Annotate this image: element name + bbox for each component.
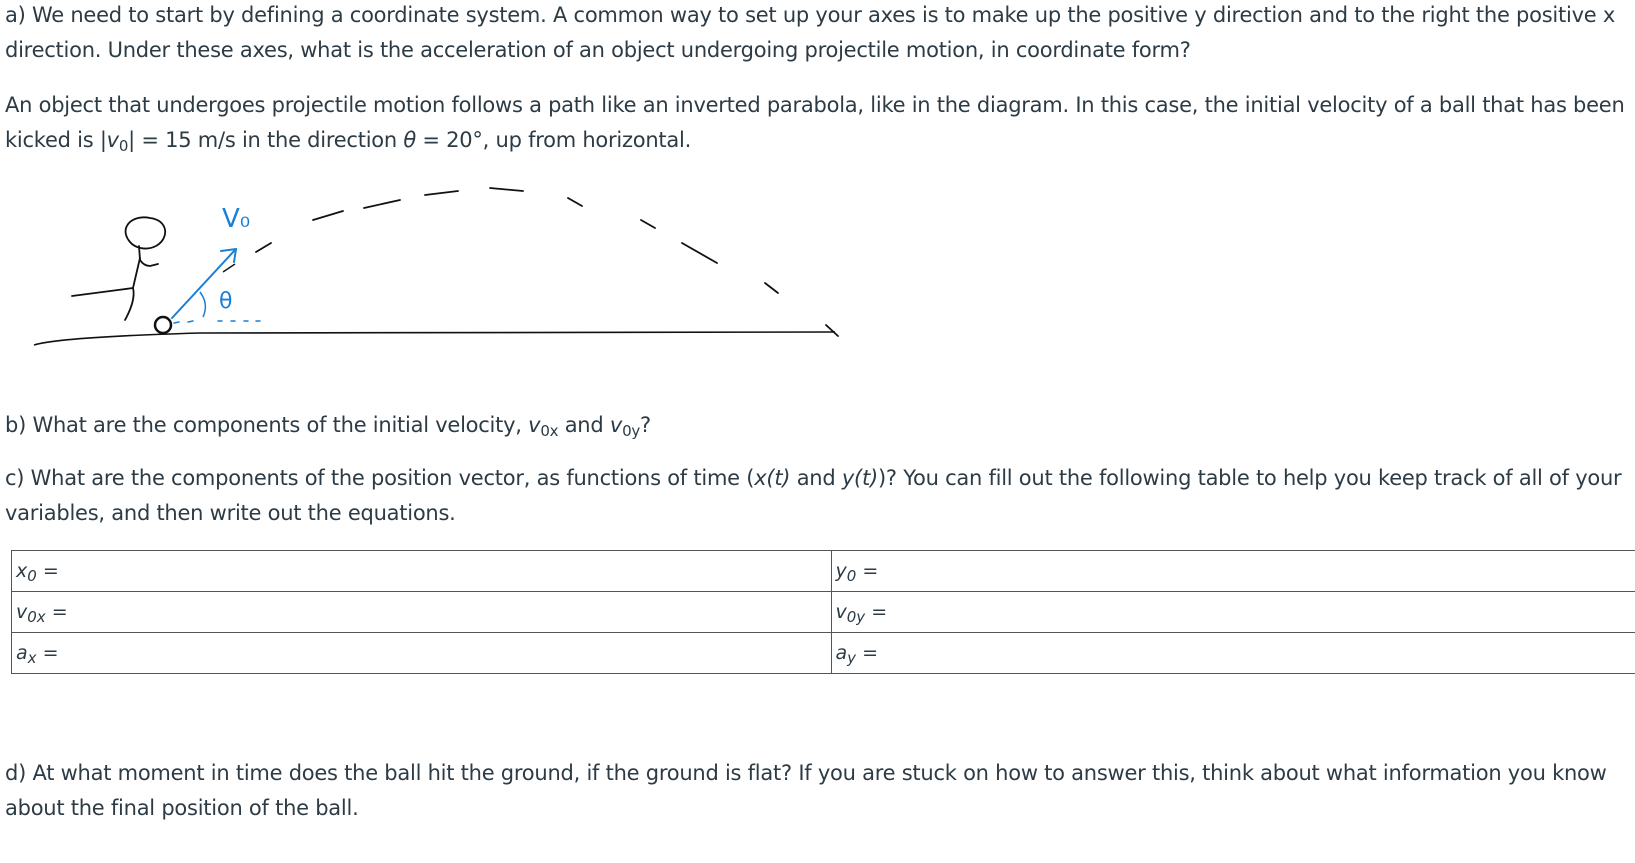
question-c-text-1: c) What are the components of the position vector, as functions of time ( bbox=[5, 466, 755, 490]
intro-text-1: An object that undergoes projectile motion follows a path like an inverted parabola, like in the diagram. In this case, the initial velocity of a ball that has been kicked is | bbox=[5, 93, 1625, 152]
angle-arc bbox=[200, 292, 205, 317]
yt-symbol: y(t) bbox=[841, 466, 878, 490]
table-cell[interactable]: $x_0$ = bbox=[12, 551, 832, 592]
question-d: d) At what moment in time does the ball hit the ground, if the ground is flat? If you are stuck on how to answer this, think about what information you know about the final position of the ball. bbox=[5, 761, 1607, 820]
intro-text-2: | = 15 m/s in the direction bbox=[128, 128, 404, 152]
velocity-label: V₀ bbox=[222, 204, 251, 234]
table-row bbox=[12, 551, 1635, 592]
v-subscript: 0 bbox=[118, 137, 129, 155]
xt-symbol: x(t) bbox=[754, 466, 791, 490]
projectile-diagram bbox=[0, 180, 900, 380]
table-row bbox=[12, 633, 1635, 674]
v-symbol: v bbox=[106, 128, 119, 152]
question-a: a) We need to start by defining a coordinate system. A common way to set up your axes is to make up the positive y direction and to the right the positive x direction. Under these axes, what is the acceleration of an object undergoing projectile motion, in coordinate form? bbox=[5, 3, 1616, 62]
question-b-text-2: and bbox=[558, 413, 610, 437]
intro-text-3: = 20°, up from horizontal. bbox=[415, 128, 692, 152]
table-cell[interactable]: $v_{0y}$ = bbox=[831, 592, 1635, 633]
table-cell[interactable]: $a_y$ = bbox=[831, 633, 1635, 674]
table-cell[interactable]: $v_{0x}$ = bbox=[12, 592, 832, 633]
question-b bbox=[5, 408, 1625, 443]
vy-subscript: 0y bbox=[622, 422, 640, 440]
ground-line bbox=[34, 332, 835, 345]
table-row bbox=[12, 592, 1635, 633]
vy-symbol: v bbox=[609, 413, 623, 437]
vx-subscript: 0x bbox=[540, 422, 559, 440]
question-c-text-2: and bbox=[790, 466, 842, 490]
variables-table bbox=[11, 550, 1635, 674]
question-c-text-3: )? You can fill out the following table to help you keep track of all of your variables, and then write out the equations. bbox=[5, 466, 1622, 525]
horizontal-reference bbox=[174, 321, 260, 323]
angle-label: θ bbox=[219, 289, 233, 314]
trajectory-dashes bbox=[256, 188, 838, 336]
intro-paragraph bbox=[5, 88, 1625, 158]
question-b-text-1: b) What are the components of the initial velocity, bbox=[5, 413, 529, 437]
ball bbox=[155, 317, 171, 333]
vx-symbol: v bbox=[528, 413, 541, 437]
question-c bbox=[5, 461, 1625, 531]
stick-figure bbox=[72, 217, 165, 320]
question-b-text-3: ? bbox=[639, 413, 651, 437]
table-cell[interactable]: $y_0$ = bbox=[831, 551, 1635, 592]
theta-symbol: θ bbox=[403, 128, 416, 152]
table-cell[interactable]: $a_x$ = bbox=[12, 633, 832, 674]
